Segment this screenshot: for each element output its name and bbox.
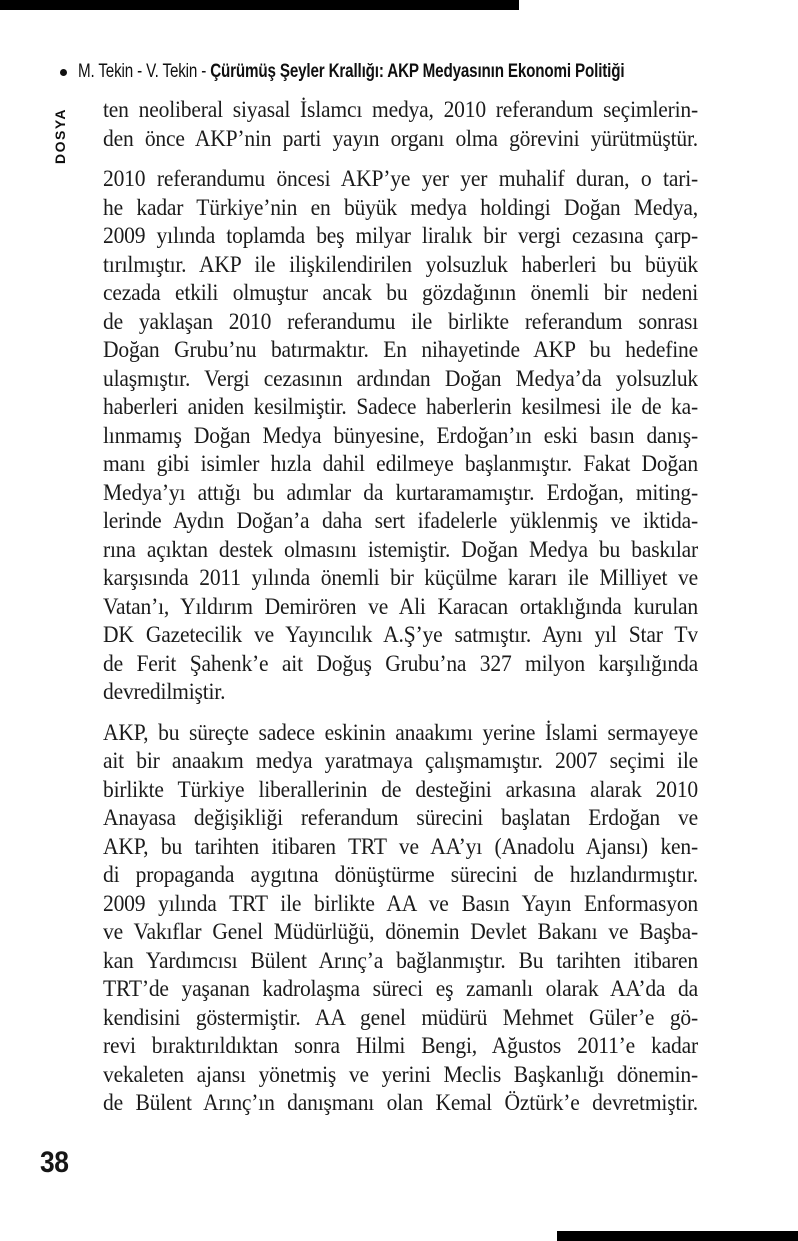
text-line: 2009 yılında TRT ile birlikte AA ve Basın Yayın Enformasyon — [103, 890, 699, 917]
paragraph — [103, 165, 698, 707]
text-line: ten neoliberal siyasal İslamcı medya, 2010 referandum seçimlerin- — [103, 97, 699, 123]
text-line: Doğan Grubu’nu batırmaktır. En nihayetinde AKP bu hedefine — [103, 337, 699, 363]
text-line: devredilmiştir. — [103, 679, 226, 705]
text-line: AKP, bu süreçte sadece eskinin anaakımı yerine İslami sermayeye — [103, 719, 699, 746]
paragraph — [103, 96, 698, 153]
text-line: vekaleten ajansı yönetmiş ve yerini Meclis Başkanlığı dönemin- — [103, 1061, 699, 1088]
text-line: lınmamış Doğan Medya bünyesine, Erdoğan’ın eski basın danış- — [103, 422, 699, 449]
text-line: tırılmıştır. AKP ile ilişkilendirilen yolsuzluk haberleri bu büyük — [103, 251, 699, 278]
text-line: kendisini göstermiştir. AA genel müdürü Mehmet Güler’e gö- — [103, 1004, 699, 1031]
text-line: Vatan’ı, Yıldırım Demirören ve Ali Karacan ortaklığında kurulan — [103, 593, 699, 620]
text-line: DK Gazetecilik ve Yayıncılık A.Ş’ye satmıştır. Aynı yıl Star Tv — [103, 622, 699, 648]
page-number: 38 — [40, 1146, 69, 1179]
text-line: ve Vakıflar Genel Müdürlüğü, dönemin Devlet Bakanı ve Başba- — [103, 919, 699, 945]
text-line: lerinde Aydın Doğan’a daha sert ifadelerle yüklenmiş ve iktida- — [103, 508, 699, 534]
text-line: ait bir anaakım medya yaratmaya çalışmamıştır. 2007 seçimi ile — [103, 748, 699, 774]
text-line: he kadar Türkiye’nin en büyük medya holdingi Doğan Medya, — [103, 194, 699, 221]
bullet-icon — [60, 69, 67, 76]
text-line: 2010 referandumu öncesi AKP’ye yer yer muhalif duran, o tari- — [103, 166, 699, 192]
text-line: revi bıraktırıldıktan sonra Hilmi Bengi, Ağustos 2011’e kadar — [103, 1033, 699, 1059]
scan-edge-top-bar — [0, 0, 519, 10]
scan-edge-bottom-bar — [557, 1231, 798, 1241]
text-line: manı gibi isimler hızla dahil edilmeye başlanmıştır. Fakat Doğan — [103, 451, 699, 477]
sidebar-section-label: DOSYA — [52, 107, 68, 164]
text-line: di propaganda aygıtına dönüştürme sürecini de hızlandırmıştır. — [103, 862, 699, 888]
text-line: TRT’de yaşanan kadrolaşma süreci eş zamanlı olarak AA’da da — [103, 976, 699, 1002]
text-line: AKP, bu tarihten itibaren TRT ve AA’yı (Anadolu Ajansı) ken- — [103, 833, 699, 860]
text-line: kan Yardımcısı Bülent Arınç’a bağlanmıştır. Bu tarihten itibaren — [103, 947, 699, 974]
text-line: haberleri aniden kesilmiştir. Sadece haberlerin kesilmesi ile de ka- — [103, 394, 699, 420]
text-line: karşısında 2011 yılında önemli bir küçülme kararı ile Milliyet ve — [103, 565, 699, 591]
text-line: Anayasa değişikliği referandum sürecini başlatan Erdoğan ve — [103, 805, 699, 831]
text-line: de Ferit Şahenk’e ait Doğuş Grubu’na 327 milyon karşılığında — [103, 650, 699, 677]
text-line: de Bülent Arınç’ın danışmanı olan Kemal Öztürk’e devretmiştir. — [103, 1090, 699, 1116]
body-text — [103, 96, 698, 1130]
header-book-title: Çürümüş Şeyler Krallığı: AKP Medyasının Ekonomi Politiği — [210, 61, 625, 82]
running-header-text — [78, 61, 624, 83]
text-line: ulaşmıştır. Vergi cezasının ardından Doğan Medya’da yolsuzluk — [103, 365, 699, 392]
text-line: cezada etkili olmuştur ancak bu gözdağının önemli bir nedeni — [103, 280, 699, 306]
paragraph — [103, 719, 698, 1118]
text-line: birlikte Türkiye liberallerinin de desteğini arkasına alarak 2010 — [103, 776, 699, 803]
running-header — [60, 60, 761, 84]
text-line: rına açıktan destek olmasını istemiştir. Doğan Medya bu baskılar — [103, 536, 699, 563]
text-line: den önce AKP’nin parti yayın organı olma görevini yürütmüştür. — [103, 125, 699, 152]
text-line: de yaklaşan 2010 referandumu ile birlikte referandum sonrası — [103, 308, 699, 335]
header-authors: M. Tekin - V. Tekin - — [78, 61, 211, 82]
text-line: Medya’yı attığı bu adımlar da kurtaramamıştır. Erdoğan, miting- — [103, 479, 699, 506]
text-line: 2009 yılında toplamda beş milyar liralık bir vergi cezasına çarp- — [103, 223, 699, 249]
